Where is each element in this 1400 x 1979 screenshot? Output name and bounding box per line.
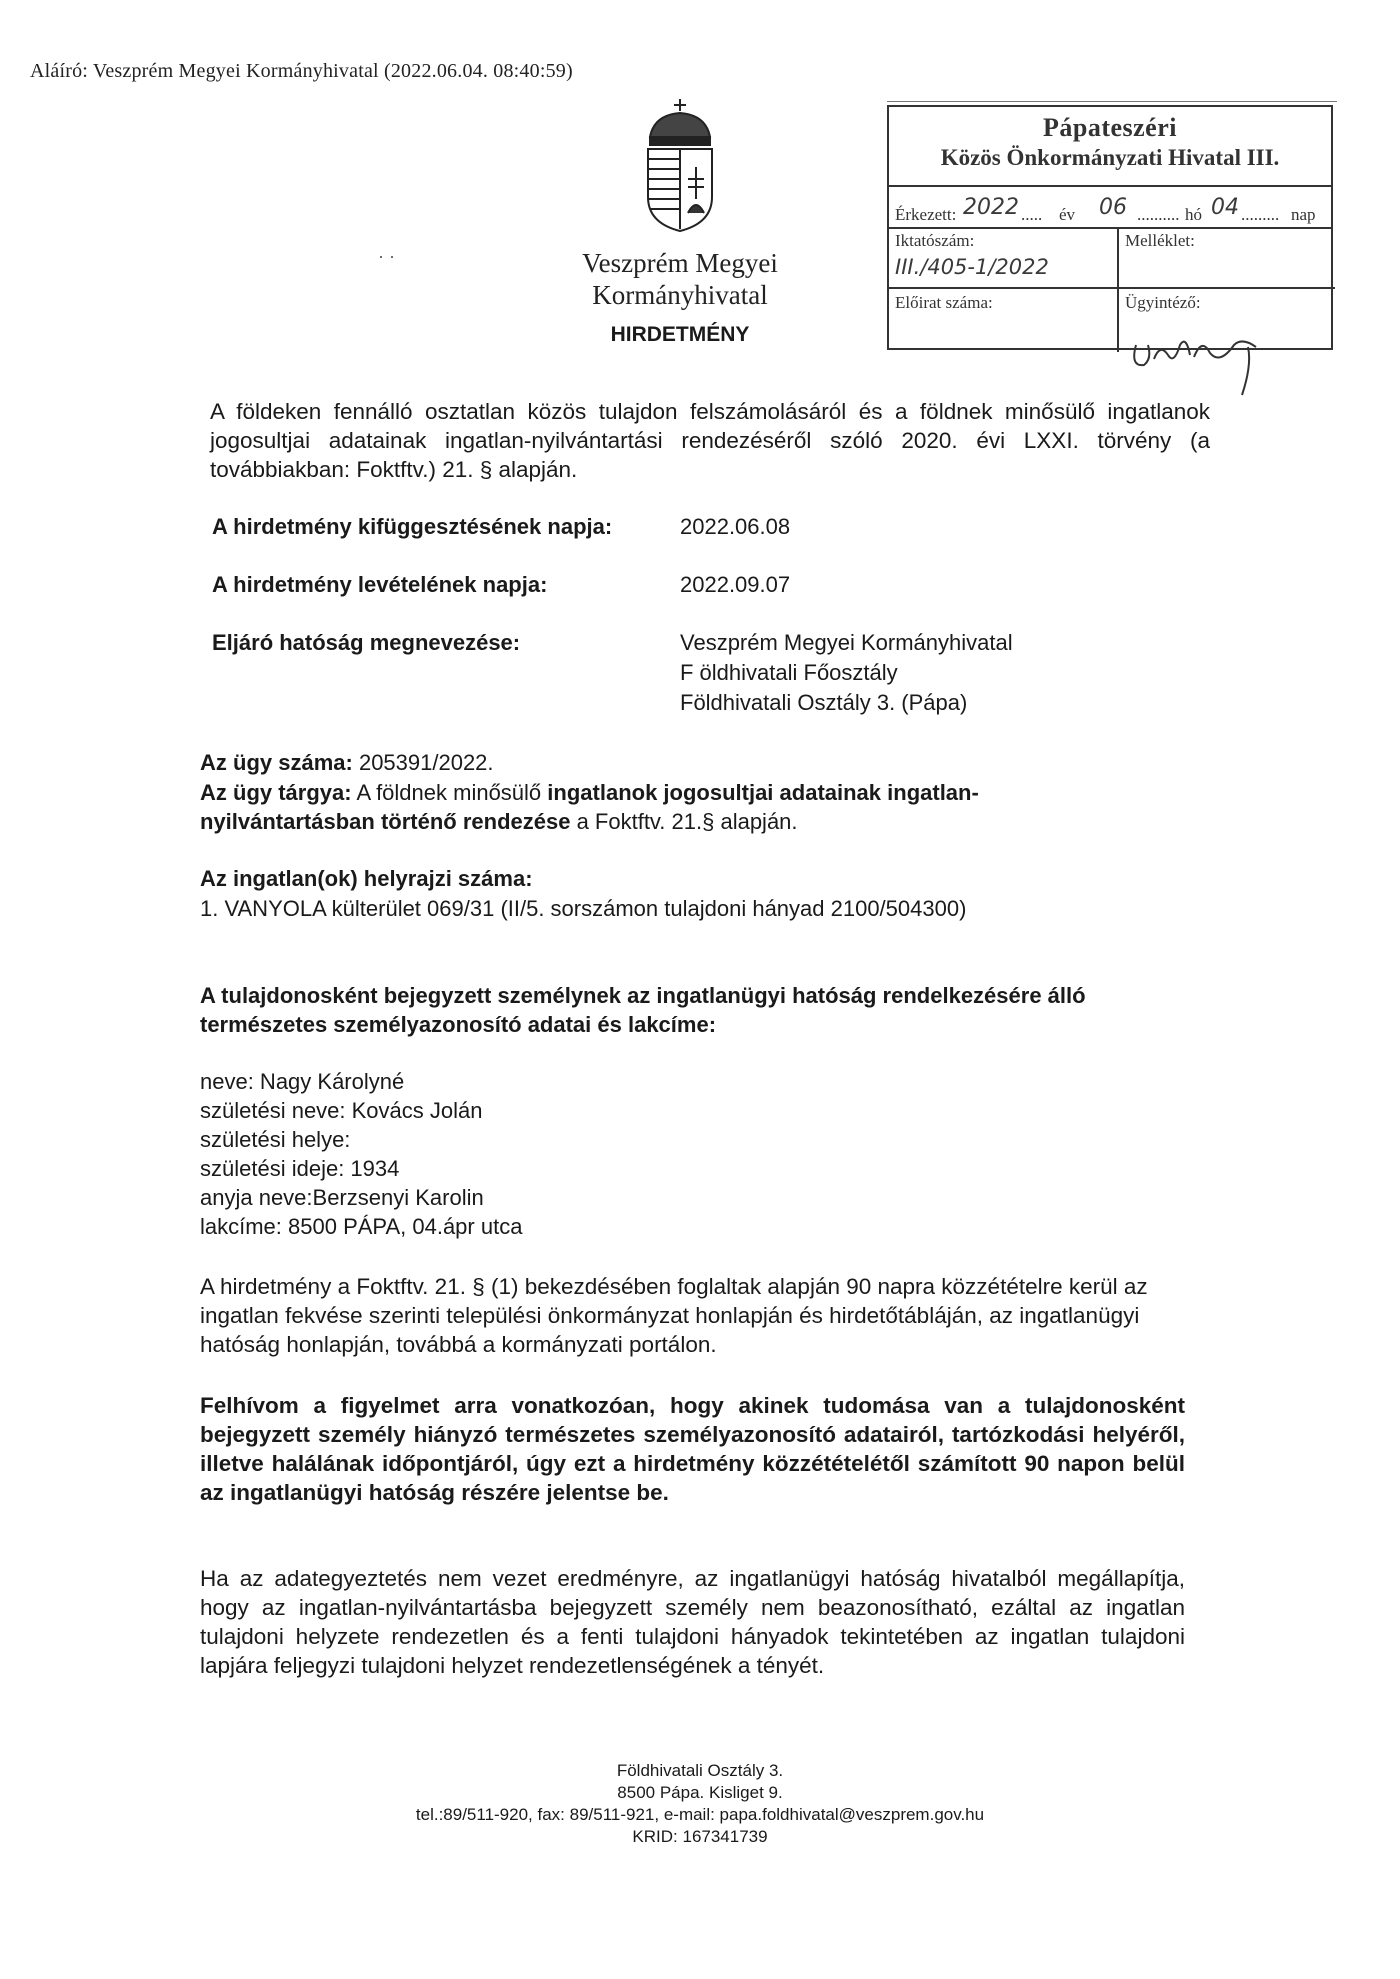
agency-name-line-1: Veszprém Megyei bbox=[582, 248, 778, 278]
stamp-day-label: nap bbox=[1291, 205, 1316, 224]
intro-paragraph: A földeken fennálló osztatlan közös tulajdon felszámolásáról és a földnek minősülő ingatlanok jogosultjai adatainak ingatlan-nyilvántartási rendezéséről szóló 2020. évi LXXI. törvény (a továbbiakban: Foktftv.) 21. § alapján. bbox=[210, 399, 1210, 482]
owner-heading: A tulajdonosként bejegyzett személynek az ingatlanügyi hatóság rendelkezésére álló természetes személyazonosító adatai és lakcíme: bbox=[200, 983, 1086, 1037]
stamp-prior-label: Előirat száma: bbox=[895, 293, 993, 312]
parcel-heading: Az ingatlan(ok) helyrajzi száma: bbox=[200, 866, 533, 891]
authority-line-1: Veszprém Megyei Kormányhivatal bbox=[680, 630, 1013, 655]
stamp-divider bbox=[889, 227, 1331, 229]
stamp-divider bbox=[889, 185, 1331, 187]
removal-date-value: 2022.09.07 bbox=[680, 572, 791, 597]
stamp-year-label: év bbox=[1059, 205, 1076, 224]
case-number-value: 205391/2022. bbox=[358, 750, 494, 775]
case-subject-cont bbox=[200, 809, 1200, 835]
owner-data-block bbox=[200, 1067, 522, 1241]
owner-birth-name: születési neve: Kovács Jolán bbox=[200, 1098, 483, 1123]
footer-address: 8500 Pápa. Kisliget 9. bbox=[617, 1783, 783, 1802]
stamp-org-name: Pápateszéri bbox=[1042, 113, 1177, 142]
footer-office: Földhivatali Osztály 3. bbox=[616, 1761, 784, 1780]
agency-name bbox=[540, 247, 820, 311]
stamp-column-divider bbox=[1117, 227, 1119, 352]
case-subject-part-4: a Foktftv. 21.§ alapján. bbox=[576, 809, 798, 834]
owner-address: lakcíme: 8500 PÁPA, 04.ápr utca bbox=[200, 1214, 523, 1239]
stamp-received-day: 04 bbox=[1211, 195, 1239, 220]
scan-mark: · · bbox=[378, 246, 395, 266]
owner-birth-date: születési ideje: 1934 bbox=[200, 1156, 400, 1181]
owner-mother-name: anyja neve:Berzsenyi Karolin bbox=[200, 1185, 484, 1210]
posted-date-label: A hirdetmény kifüggesztésének napja: bbox=[212, 514, 613, 539]
authority-line-3: Földhivatali Osztály 3. (Pápa) bbox=[680, 690, 968, 715]
footer-krid: KRID: 167341739 bbox=[632, 1827, 768, 1846]
footer-contact: tel.:89/511-920, fax: 89/511-921, e-mail: papa.foldhivatal@veszprem.gov.hu bbox=[415, 1805, 985, 1824]
stamp-filing-number: III./405-1/2022 bbox=[895, 255, 1049, 279]
stamp-divider bbox=[1117, 287, 1335, 289]
case-number bbox=[200, 750, 494, 776]
stamp-org-subname: Közös Önkormányzati Hivatal III. bbox=[940, 145, 1280, 170]
case-subject-label: Az ügy tárgya: bbox=[200, 780, 352, 805]
case-subject-part-3: nyilvántartásban történő rendezése bbox=[200, 809, 571, 834]
case-subject-part-1: A földnek minősülő bbox=[356, 780, 542, 805]
stamp-month-label: hó bbox=[1185, 205, 1202, 224]
stamp-divider bbox=[889, 287, 1117, 289]
stamp-top-rule bbox=[887, 101, 1337, 103]
digital-signature-line: Aláíró: Veszprém Megyei Kormányhivatal (2022.06.04. 08:40:59) bbox=[30, 60, 573, 82]
parcel-item: 1. VANYOLA külterület 069/31 (II/5. sorszámon tulajdoni hányad 2100/504300) bbox=[200, 896, 967, 921]
footer bbox=[300, 1760, 1100, 1848]
stamp-received-month: 06 bbox=[1099, 195, 1127, 220]
stamp-filing-label: Iktatószám: bbox=[895, 231, 975, 250]
stamp-attachment-label: Melléklet: bbox=[1125, 231, 1195, 250]
document-type-title: HIRDETMÉNY bbox=[610, 323, 750, 346]
stamp-received-label: Érkezett: bbox=[895, 205, 957, 224]
stamp-dots-3: ......... bbox=[1241, 205, 1280, 224]
owner-birth-place: születési helye: bbox=[200, 1127, 351, 1152]
final-paragraph: Ha az adategyeztetés nem vezet eredményre, az ingatlanügyi hatóság hivatalból megállapítja, hogy az ingatlan-nyilvántartásba bejegyzett személy nem beazonosítható, ezáltal az ingatlan tulajdoni helyzete rendezetlen és a fenti tulajdoni hányadok tekintetében az ingatlan tulajdoni lapjára feljegyzi tulajdoni helyzet rendezetlenségének a tényét. bbox=[200, 1566, 1185, 1678]
authority-label: Eljáró hatóság megnevezése: bbox=[212, 630, 521, 655]
stamp-dots-2: .......... bbox=[1137, 205, 1180, 224]
hungarian-coat-of-arms-icon bbox=[640, 97, 720, 235]
stamp-received-year: 2022 bbox=[963, 195, 1019, 220]
clerk-signature bbox=[1130, 315, 1270, 405]
publication-paragraph: A hirdetmény a Foktftv. 21. § (1) bekezdésében foglaltak alapján 90 napra közzétételre kerül az ingatlan fekvése szerinti települési önkormányzat honlapján és hirdetőtábláján, az ingatlanügyi hatóság honlapján, továbbá a kormányzati portálon. bbox=[200, 1274, 1148, 1357]
stamp-clerk-label: Ügyintéző: bbox=[1125, 293, 1201, 312]
received-stamp bbox=[887, 105, 1333, 350]
stamp-dots-1: ..... bbox=[1021, 205, 1043, 224]
case-number-label: Az ügy száma: bbox=[200, 750, 353, 775]
authority-line-2: F öldhivatali Főosztály bbox=[680, 660, 898, 685]
case-subject bbox=[200, 780, 1200, 806]
removal-date-label: A hirdetmény levételének napja: bbox=[212, 572, 548, 597]
owner-name: neve: Nagy Károlyné bbox=[200, 1069, 405, 1094]
agency-name-line-2: Kormányhivatal bbox=[592, 280, 768, 310]
posted-date-value: 2022.06.08 bbox=[680, 514, 791, 539]
case-subject-part-2: ingatlanok jogosultjai adatainak ingatlan- bbox=[547, 780, 979, 805]
notice-paragraph: Felhívom a figyelmet arra vonatkozóan, hogy akinek tudomása van a tulajdonosként bejegyzett személy hiányzó természetes személyazonosító adatairól, tartózkodási helyéről, illetve halálának időpontjáról, úgy ezt a hirdetmény közzétételétől számított 90 napon belül az ingatlanügyi hatóság részére jelentse be. bbox=[200, 1393, 1185, 1505]
